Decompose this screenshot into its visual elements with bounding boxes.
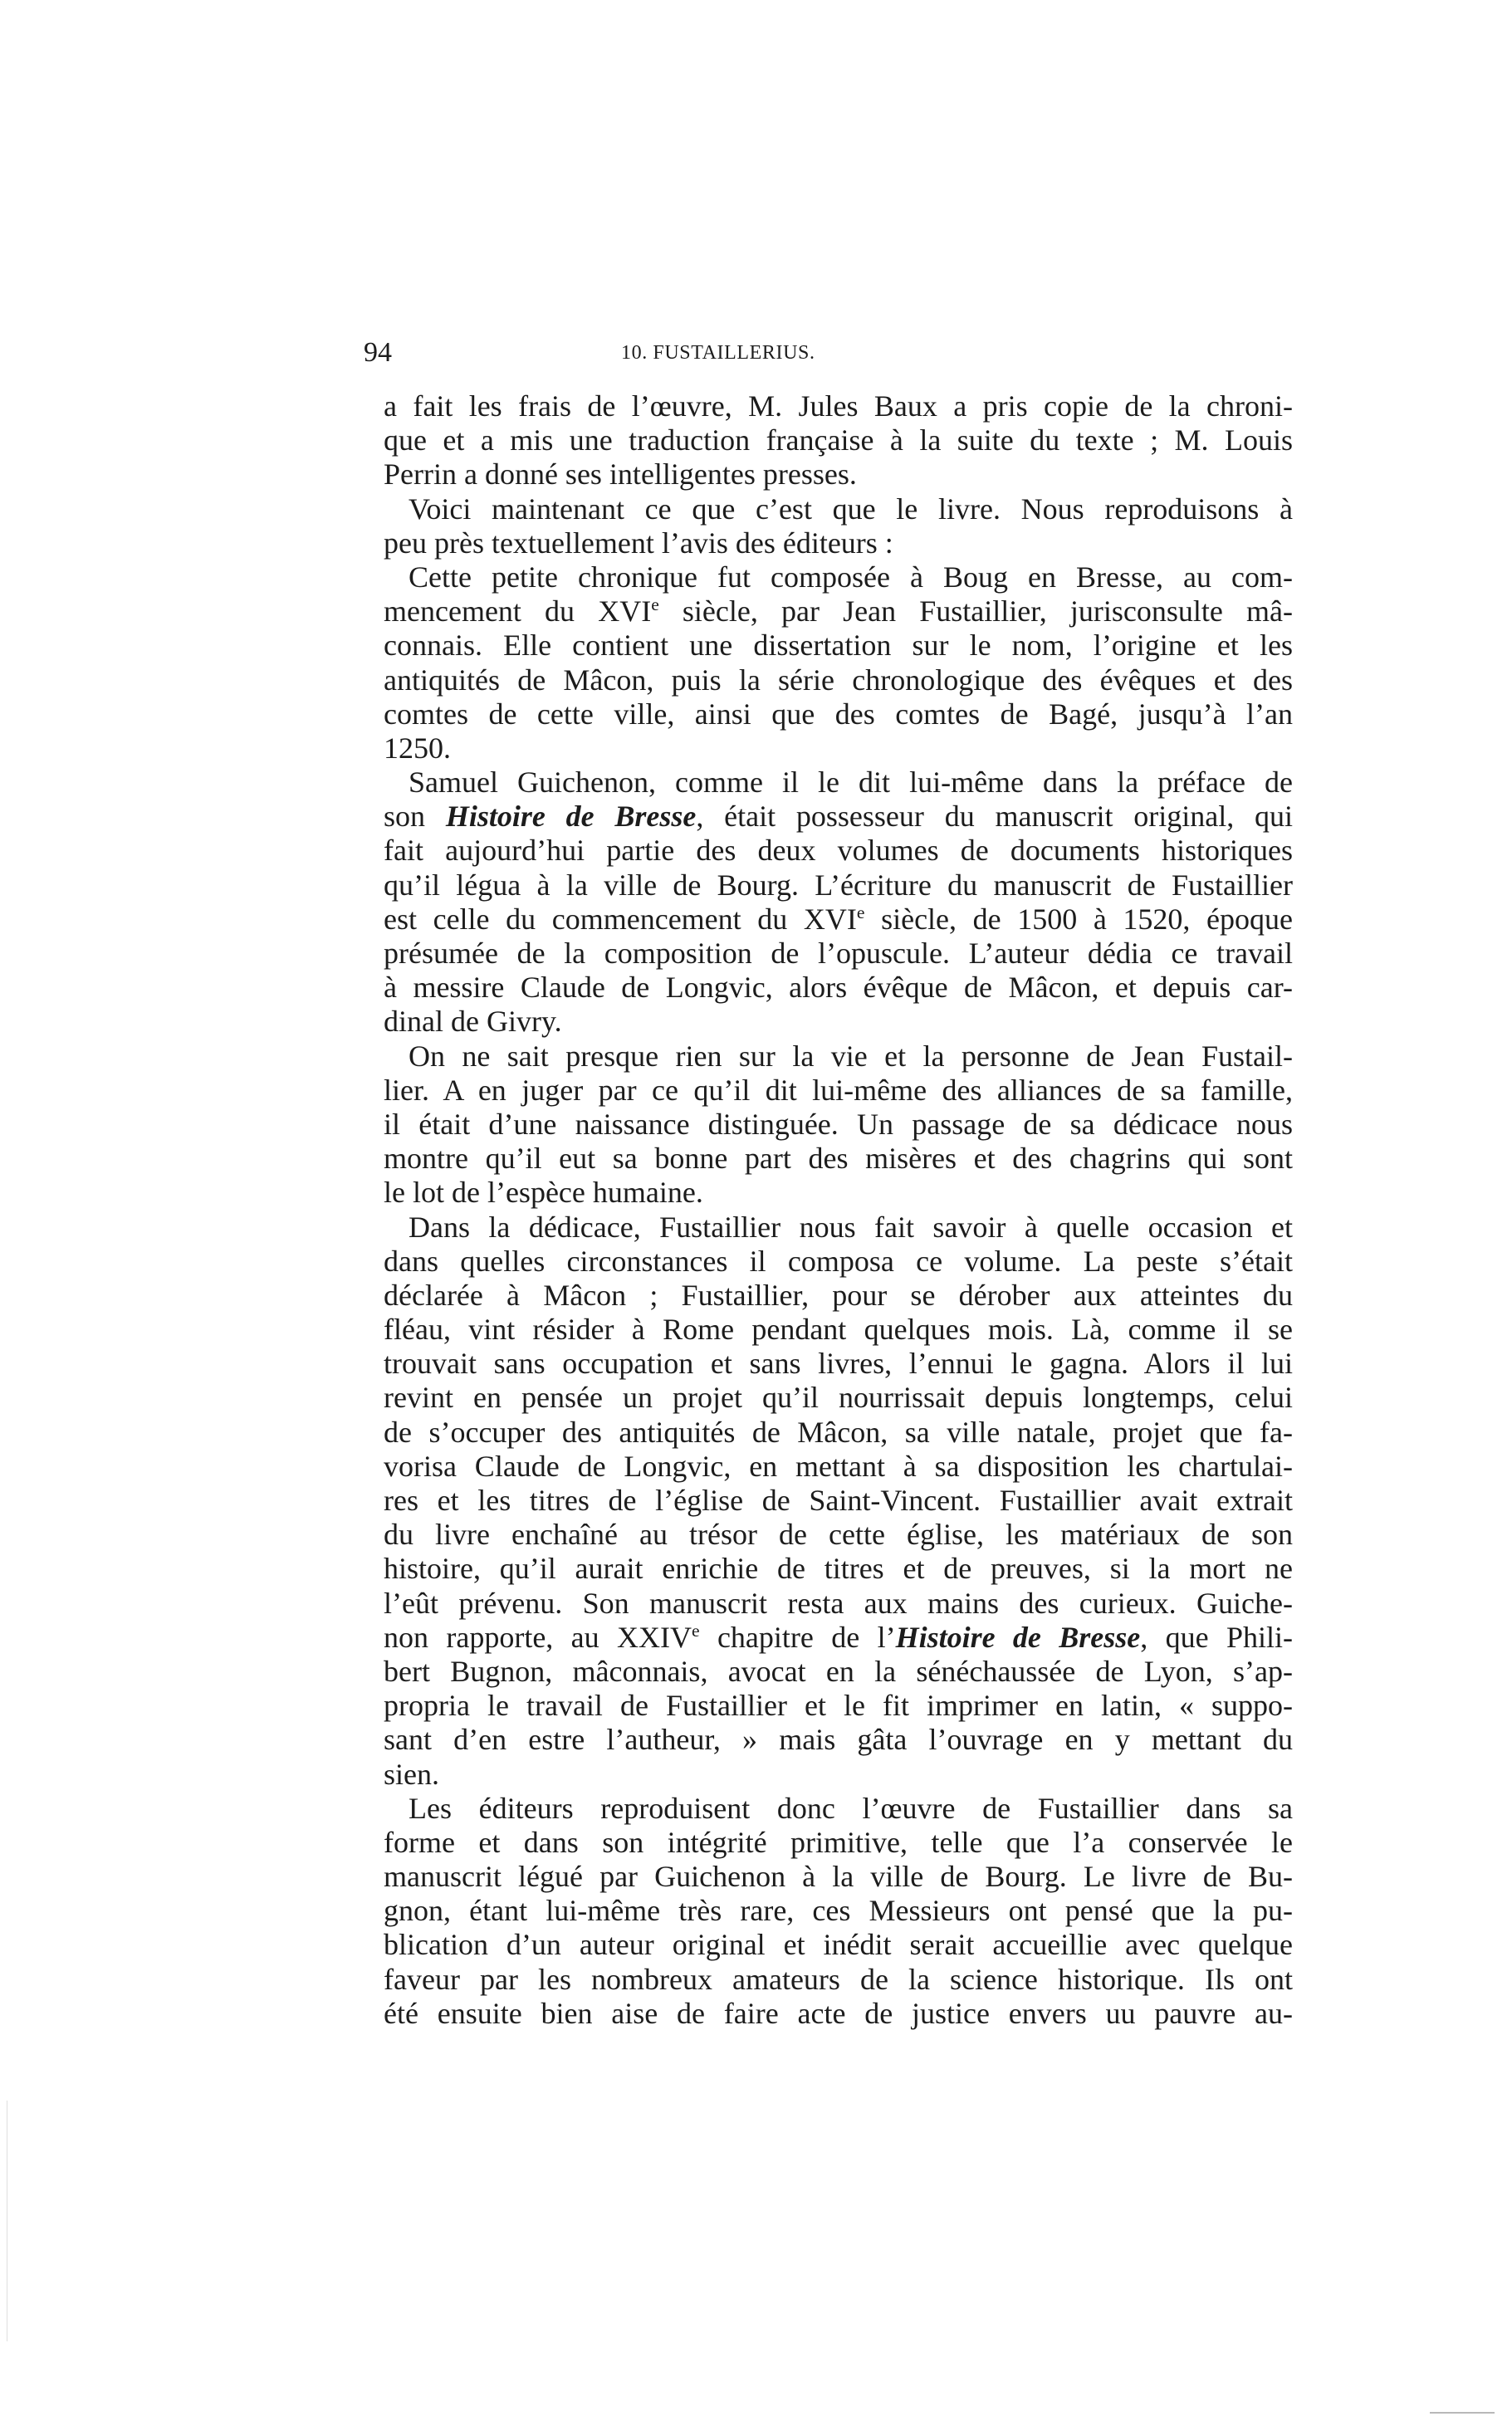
paragraph (384, 389, 1293, 492)
text-line: Voici maintenant ce que c’est que le livre. Nous reproduisons à (409, 492, 1293, 526)
text-line: Cette petite chronique fut composée à Boug en Bresse, au com- (409, 560, 1293, 594)
text-line: bert Bugnon, mâconnais, avocat en la sénéchaussée de Lyon, s’ap- (384, 1654, 1293, 1688)
text-line (384, 594, 1293, 629)
text-line: peu près textuellement l’avis des éditeurs : (384, 526, 893, 560)
text-line: Samuel Guichenon, comme il le dit lui-même dans la préface de (409, 766, 1293, 800)
text-segment: chapitre de l’ (699, 1620, 896, 1654)
text-line: à messire Claude de Longvic, alors évêque de Mâcon, et depuis car- (384, 971, 1293, 1005)
text-line: connais. Elle contient une dissertation sur le nom, l’origine et les (384, 629, 1293, 663)
text-segment: est celle du commencement du XVI (384, 902, 857, 936)
running-title: 10. FUSTAILLERIUS. (621, 342, 815, 364)
paragraph (384, 1039, 1293, 1211)
text-segment: siècle, de 1500 à 1520, époque (864, 902, 1293, 936)
scan-mark (1430, 2412, 1495, 2414)
italic-book-title: Histoire de Bresse (445, 800, 697, 834)
text-line: forme et dans son intégrité primitive, telle que l’a conservée le (384, 1825, 1293, 1859)
paragraph (384, 1792, 1293, 2031)
text-line: gnon, étant lui-même très rare, ces Messieurs ont pensé que la pu- (384, 1894, 1293, 1928)
text-segment: , que Phili- (1140, 1620, 1293, 1654)
text-line: propria le travail de Fustaillier et le fit imprimer en latin, « suppo- (384, 1689, 1293, 1723)
text-line: revint en pensée un projet qu’il nourrissait depuis longtemps, celui (384, 1381, 1293, 1415)
text-line (384, 902, 1293, 937)
text-line: sien. (384, 1757, 439, 1791)
superscript: e (651, 594, 659, 615)
text-line: montre qu’il eut sa bonne part des misères et des chagrins qui sont (384, 1142, 1293, 1176)
superscript: e (856, 902, 865, 922)
text-line: lier. A en juger par ce qu’il dit lui-même des alliances de sa famille, (384, 1073, 1293, 1107)
text-line: res et les titres de l’église de Saint-Vincent. Fustaillier avait extrait (384, 1484, 1293, 1517)
paragraph (384, 766, 1293, 1039)
superscript: e (691, 1620, 700, 1641)
text-line: faveur par les nombreux amateurs de la science historique. Ils ont (384, 1962, 1293, 1996)
text-line: qu’il légua à la ville de Bourg. L’écriture du manuscrit de Fustaillier (384, 868, 1293, 902)
text-line: Perrin a donné ses intelligentes presses. (384, 457, 857, 492)
text-line: dinal de Givry. (384, 1005, 562, 1039)
page-header (364, 336, 1295, 369)
text-line: il était d’une naissance distinguée. Un passage de sa dédicace nous (384, 1107, 1293, 1141)
text-line: l’eût prévenu. Son manuscrit resta aux mains des curieux. Guiche- (384, 1586, 1293, 1620)
text-line: trouvait sans occupation et sans livres, l’ennui le gagna. Alors il lui (384, 1347, 1293, 1381)
text-line: que et a mis une traduction française à la suite du texte ; M. Louis (384, 423, 1293, 457)
text-line: été ensuite bien aise de faire acte de justice envers uu pauvre au- (384, 1996, 1293, 2030)
body-text (384, 389, 1293, 2031)
text-line: présumée de la composition de l’opuscule. L’auteur dédia ce travail (384, 937, 1293, 970)
text-line: 1250. (384, 731, 451, 765)
text-line (384, 1621, 1293, 1655)
text-line: Dans la dédicace, Fustaillier nous fait savoir à quelle occasion et (409, 1210, 1293, 1244)
text-segment: non rapporte, au XXIV (384, 1620, 692, 1654)
text-line: histoire, qu’il aurait enrichie de titres et de preuves, si la mort ne (384, 1552, 1293, 1586)
text-line: fait aujourd’hui partie des deux volumes de documents historiques (384, 834, 1293, 868)
text-line: On ne sait presque rien sur la vie et la personne de Jean Fustail- (409, 1039, 1293, 1073)
text-line: sant d’en estre l’autheur, » mais gâta l’ouvrage en y mettant du (384, 1723, 1293, 1757)
text-line: de s’occuper des antiquités de Mâcon, sa ville natale, projet que fa- (384, 1415, 1293, 1449)
paragraph (384, 1211, 1293, 1792)
text-line: manuscrit légué par Guichenon à la ville de Bourg. Le livre de Bu- (384, 1860, 1293, 1894)
text-line (384, 800, 1293, 834)
text-segment: siècle, par Jean Fustaillier, jurisconsulte mâ- (658, 594, 1293, 629)
italic-book-title: Histoire de Bresse (895, 1620, 1141, 1654)
text-segment: son (384, 800, 446, 834)
text-segment: , était possesseur du manuscrit original, qui (696, 800, 1293, 834)
text-segment: mencement du XVI (384, 594, 652, 629)
paragraph (384, 492, 1293, 560)
text-line: fléau, vint résider à Rome pendant quelques mois. Là, comme il se (384, 1313, 1293, 1347)
text-line: vorisa Claude de Longvic, en mettant à sa disposition les chartulai- (384, 1449, 1293, 1483)
text-line: du livre enchaîné au trésor de cette église, les matériaux de son (384, 1518, 1293, 1552)
text-line: blication d’un auteur original et inédit serait accueillie avec quelque (384, 1928, 1293, 1962)
text-line: antiquités de Mâcon, puis la série chronologique des évêques et des (384, 663, 1293, 697)
text-line: déclarée à Mâcon ; Fustaillier, pour se dérober aux atteintes du (384, 1278, 1293, 1312)
text-line: comtes de cette ville, ainsi que des comtes de Bagé, jusqu’à l’an (384, 697, 1293, 731)
text-line: a fait les frais de l’œuvre, M. Jules Baux a pris copie de la chroni- (384, 389, 1293, 423)
page-number: 94 (364, 337, 392, 368)
paragraph (384, 560, 1293, 766)
text-line: le lot de l’espèce humaine. (384, 1176, 703, 1210)
text-line: Les éditeurs reproduisent donc l’œuvre de Fustaillier dans sa (409, 1791, 1293, 1825)
text-line: dans quelles circonstances il composa ce volume. La peste s’était (384, 1244, 1293, 1278)
